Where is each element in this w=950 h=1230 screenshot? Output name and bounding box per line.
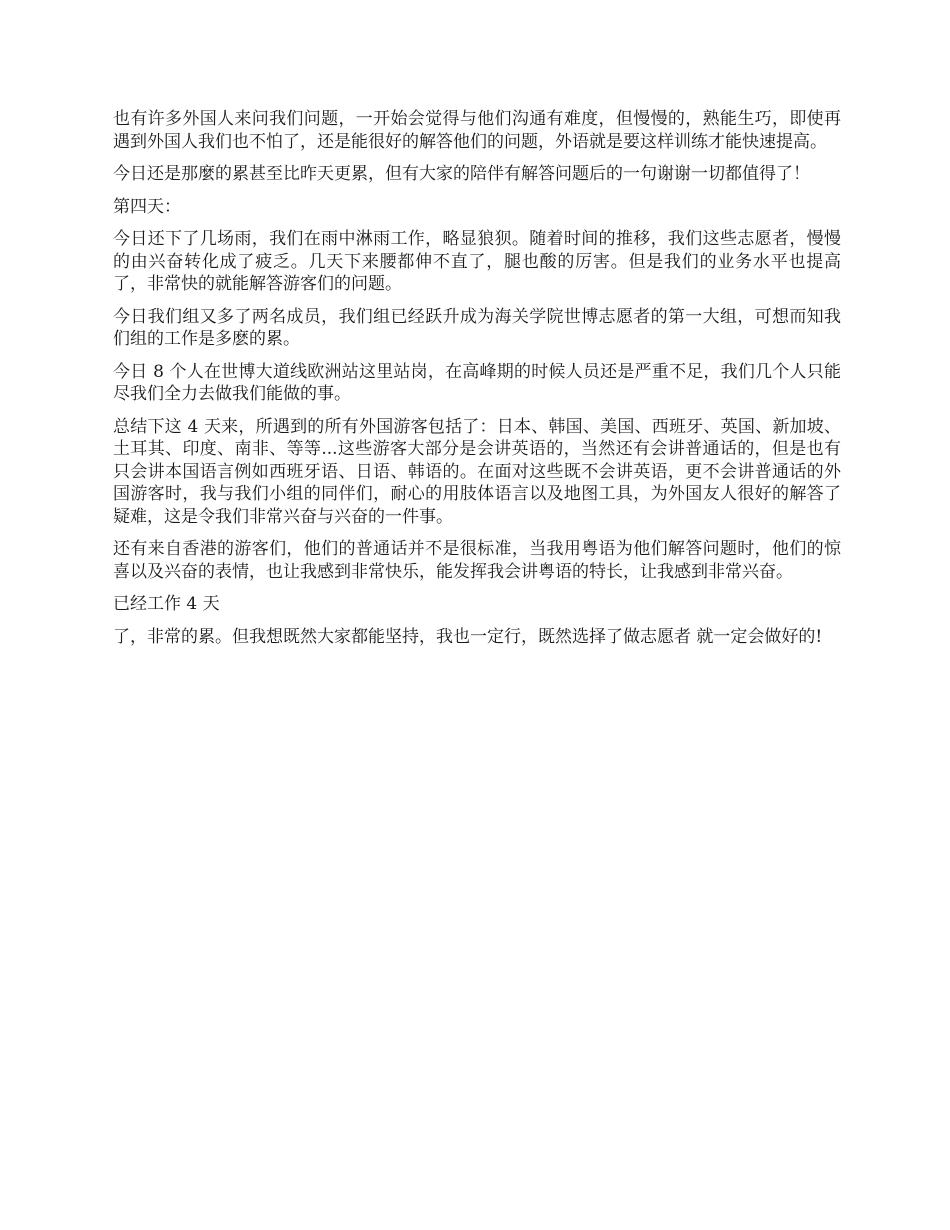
- paragraph-4: 今日我们组又多了两名成员，我们组已经跃升成为海关学院世博志愿者的第一大组，可想而知我们组的工作是多麽的累。: [113, 306, 841, 349]
- paragraph-9: 了，非常的累。但我想既然大家都能坚持，我也一定行，既然选择了做志愿者 就一定会做好的!: [113, 626, 823, 647]
- section-heading-day-four: 第四天：: [113, 196, 181, 217]
- paragraph-5: 今日 8 个人在世博大道线欧洲站这里站岗，在高峰期的时候人员还是严重不足，我们几个人只能尽我们全力去做我们能做的事。: [113, 361, 841, 404]
- paragraph-6: 总结下这 4 天来，所遇到的所有外国游客包括了：日本、韩国、美国、西班牙、英国、新加坡、土耳其、印度、南非、等等...这些游客大部分是会讲英语的，当然还有会讲普通话的，但是也有只会讲本国语言例如西班牙语、日语、韩语的。在面对这些既不会讲英语，更不会讲普通话的外国游客时，我与我们小组的同伴们，耐心的用肢体语言以及地图工具，为外国友人很好的解答了疑难，这是令我们非常兴奋与兴奋的一件事。: [113, 416, 841, 527]
- document-body: [113, 108, 841, 658]
- paragraph-2: 今日还是那麼的累甚至比昨天更累，但有大家的陪伴有解答问题后的一句谢谢一切都值得了！: [113, 164, 810, 184]
- paragraph-7: 还有来自香港的游客们，他们的普通话并不是很标准，当我用粤语为他们解答问题时，他们的惊喜以及兴奋的表情，也让我感到非常快乐，能发挥我会讲粤语的特长，让我感到非常兴奋。: [113, 539, 841, 582]
- paragraph-8: 已经工作 4 天: [113, 594, 220, 614]
- paragraph-1: 也有许多外国人来问我们问题，一开始会觉得与他们沟通有难度，但慢慢的，熟能生巧，即使再遇到外国人我们也不怕了，还是能很好的解答他们的问题，外语就是要这样训练才能快速提高。: [113, 109, 841, 152]
- paragraph-3: 今日还下了几场雨，我们在雨中淋雨工作，略显狼狈。随着时间的推移，我们这些志愿者，慢慢的由兴奋转化成了疲乏。几天下来腰都伸不直了，腿也酸的厉害。但是我们的业务水平也提高了，非常快的就能解答游客们的问题。: [113, 229, 841, 294]
